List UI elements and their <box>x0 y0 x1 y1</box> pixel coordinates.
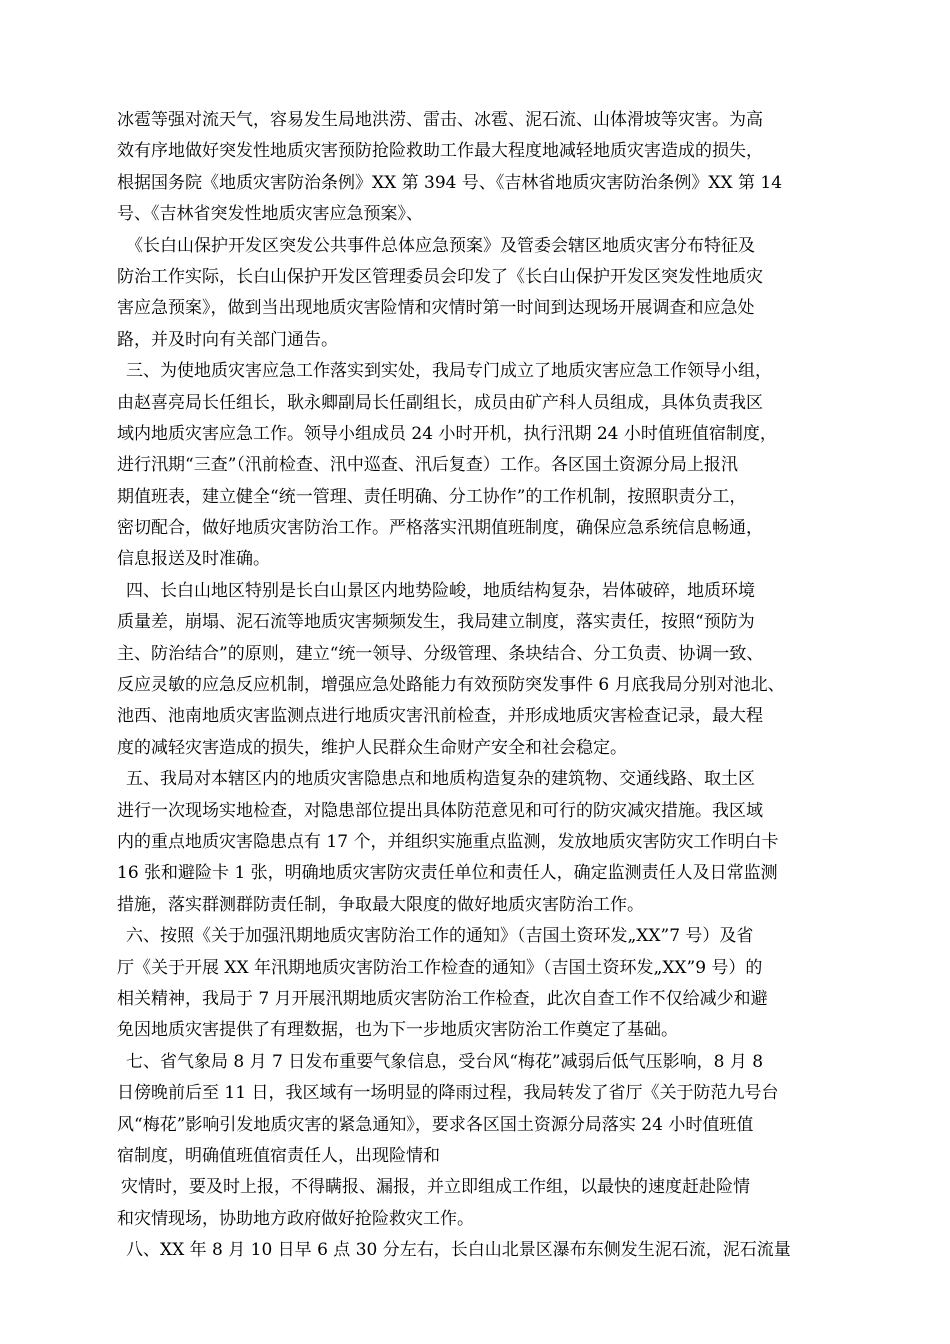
text-line: 根据国务院《地质灾害防治条例》XX 第 394 号、《吉林省地质灾害防治条例》XX 第 14 <box>117 172 783 193</box>
text-line: 措施，落实群测群防责任制，争取最大限度的做好地质灾害防治工作。 <box>117 894 644 915</box>
paragraph-start-line: 七、省气象局 8 月 7 日发布重要气象信息，受台风“梅花”减弱后低气压影响，8 月 8 <box>126 1051 764 1072</box>
text-line: 内的重点地质灾害隐患点有 17 个，并组织实施重点监测，发放地质灾害防灾工作明白卡 <box>117 831 779 852</box>
paragraph-start-line: 四、长白山地区特别是长白山景区内地势险峻，地质结构复杂，岩体破碎，地质环境 <box>126 580 755 601</box>
text-line: 免因地质灾害提供了有理数据，也为下一步地质灾害防治工作奠定了基础。 <box>117 1020 678 1041</box>
text-line: 日傍晚前后至 11 日，我区域有一场明显的降雨过程，我局转发了省厅《关于防范九号台 <box>117 1083 779 1104</box>
text-line: 风“梅花”影响引发地质灾害的紧急通知》，要求各区国土资源分局落实 24 小时值班值 <box>117 1114 754 1135</box>
text-line: 号、《吉林省突发性地质灾害应急预案》、 <box>117 204 423 225</box>
text-line: 厅《关于开展 XX 年汛期地质灾害防治工作检查的通知》（吉国土资环发„XX”9 号）的 <box>117 957 763 978</box>
text-line: 池西、池南地质灾害监测点进行地质灾害汛前检查，并形成地质灾害检查记录，最大程 <box>117 706 763 727</box>
text-line: 主、防治结合”的原则，建立“统一领导、分级管理、条块结合、分工负责、协调一致、 <box>117 643 764 664</box>
text-line: 路，并及时向有关部门通告。 <box>117 329 338 350</box>
text-line: 质量差，崩塌、泥石流等地质灾害频频发生，我局建立制度，落实责任，按照“预防为 <box>117 612 755 633</box>
text-line: 《长白山保护开发区突发公共事件总体应急预案》及管委会辖区地质灾害分布特征及 <box>126 235 755 256</box>
text-line: 反应灵敏的应急反应机制，增强应急处路能力有效预防突发事件 6 月底我局分别对池北、 <box>117 675 785 696</box>
paragraph-start-line: 三、为使地质灾害应急工作落实到实处，我局专门成立了地质灾害应急工作领导小组， <box>126 361 772 382</box>
text-line: 宿制度，明确值班值宿责任人，出现险情和 <box>117 1145 440 1166</box>
text-line: 域内地质灾害应急工作。领导小组成员 24 小时开机，执行汛期 24 小时值班值宿制度， <box>117 423 777 444</box>
text-line: 冰雹等强对流天气，容易发生局地洪涝、雷击、冰雹、泥石流、山体滑坡等灾害。为高 <box>117 110 763 130</box>
document-body <box>117 105 845 1266</box>
text-line: 防治工作实际，长白山保护开发区管理委员会印发了《长白山保护开发区突发性地质灾 <box>117 266 763 287</box>
text-line: 由赵喜亮局长任组长，耿永卿副局长任副组长，成员由矿产科人员组成，具体负责我区 <box>117 392 763 413</box>
text-line: 进行汛期“三查”（汛前检查、汛中巡查、汛后复查）工作。各区国土资源分局上报汛 <box>117 455 738 476</box>
text-line: 进行一次现场实地检查，对隐患部位提出具体防范意见和可行的防灾减灾措施。我区域 <box>117 800 763 821</box>
text-line: 相关精神，我局于 7 月开展汛期地质灾害防治工作检查，此次自查工作不仅给减少和避 <box>117 988 768 1009</box>
text-line: 16 张和避险卡 1 张，明确地质灾害防灾责任单位和责任人，确定监测责任人及日常监测 <box>117 863 778 884</box>
paragraph-start-line: 五、我局对本辖区内的地质灾害隐患点和地质构造复杂的建筑物、交通线路、取土区 <box>126 769 755 790</box>
text-line: 信息报送及时准确。 <box>117 549 270 570</box>
paragraph-start-line: 六、按照《关于加强汛期地质灾害防治工作的通知》（吉国土资环发„XX”7 号）及省 <box>126 926 754 947</box>
paragraph-start-line: 八、XX 年 8 月 10 日早 6 点 30 分左右，长白山北景区瀑布东侧发生泥石流，泥石流量 <box>126 1240 791 1261</box>
text-line: 期值班表，建立健全“统一管理、责任明确、分工协作”的工作机制，按照职责分工， <box>117 486 747 507</box>
text-line: 密切配合，做好地质灾害防治工作。严格落实汛期值班制度，确保应急系统信息畅通， <box>117 518 763 539</box>
text-line: 害应急预案》，做到当出现地质灾害险情和灾情时第一时间到达现场开展调查和应急处 <box>117 298 755 319</box>
text-line: 和灾情现场，协助地方政府做好抢险救灾工作。 <box>117 1208 474 1229</box>
text-line: 度的减轻灾害造成的损失，维护人民群众生命财产安全和社会稳定。 <box>117 737 627 758</box>
text-line: 灾情时，要及时上报，不得瞒报、漏报，并立即组成工作组，以最快的速度赶赴险情 <box>121 1177 750 1198</box>
text-line: 效有序地做好突发性地质灾害预防抢险救助工作最大程度地减轻地质灾害造成的损失， <box>117 141 763 162</box>
